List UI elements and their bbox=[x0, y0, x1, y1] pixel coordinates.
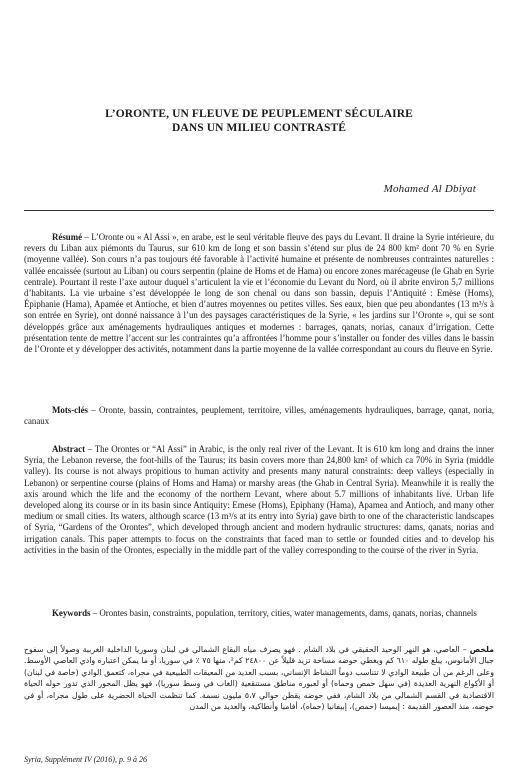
header-divider bbox=[24, 210, 494, 211]
keywords-label: Keywords bbox=[52, 608, 91, 618]
article-title bbox=[60, 107, 458, 135]
mots-cles-paragraph bbox=[24, 405, 494, 427]
article-title-line-2: DANS UN MILIEU CONTRASTÉ bbox=[172, 122, 346, 134]
keywords-paragraph bbox=[24, 608, 494, 619]
resume-text: – L’Oronte ou « Al Assi », en arabe, est le seul véritable fleuve des pays du Levant. Il draine la Syrie intérieure, du revers du Liban aux piémonts du Taurus, sur 610 km de long et son bassin s’étend sur plus de 24 800 km² dont 70 % en Syrie (moyenne vallée). Son cours n’a pas toujours été favorable à l’activité humaine et présente de nombreuses contraintes naturelles : vallée encaissée (surtout au Liban) ou cours serpentin (plaine de Homs et de Hama) ou encore zones marécageuse (le Ghab en Syrie centrale). Pourtant il reste l’axe autour duquel s’articulent la vie et l’économie du Levant du Nord, où il abrite environ 5,7 millions d’habitants. La vie urbaine s’est développée le long de son chenal ou dans son bassin, depuis l’Antiquité : Emèse (Homs), Épiphanie (Hama), Apamée et Antioche, et bien d’autres moyennes ou petites villes. Ses eaux, bien que peu abondantes (13 m³/s à son entrée en Syrie), ont donné naissance à l’un des paysages caractéristiques de la Syrie, « les jardins sur l’Oronte », qui se sont développés grâce aux aménagements hydrauliques antiques et modernes : barrages, qanats, norias, canaux d’irrigation. Cette présentation tente de mettre l’accent sur les contraintes qu’a affrontées l’homme pour s’installer ou fonder des villes dans le bassin de l’Oronte et y développer des activités, notamment dans la partie moyenne de la vallée correspondant au cours du fleuve en Syrie. bbox=[24, 232, 494, 355]
mots-cles-label: Mots-clés bbox=[52, 405, 88, 415]
resume-paragraph bbox=[24, 232, 494, 355]
article-title-line-1: L’ORONTE, UN FLEUVE DE PEUPLEMENT SÉCULAIRE bbox=[105, 108, 413, 120]
abstract-label: Abstract bbox=[52, 444, 86, 454]
abstract-text: – The Orontes or “Al Assi” in Arabic, is the only real river of the Levant. It is 610 km long and drains the inner Syria, the Lebanon reverse, the foot-hills of the Taurus; its basin covers more than 24,800 km² of which ca 70% in Syria (middle valley). Its course is not always propitious to human activity and presents many natural constraints: deep valleys (especially in Lebanon) or serpentine course (plains of Homs and Hama) or marshy areas (the Ghab in Central Syria). Meanwhile it is really the axis around which the life and the economy of the northern Levant, where about 5.7 millions of inhabitants live. Urban life developed along its course or in its basin since Antiquity: Emese (Homs), Epiphany (Hama), Apamea and Antioch, and many other medium or small cities. Its waters, although scarce (13 m³/s at its entry into Syria) gave birth to one of the characteristic landscapes of Syria, “Gardens of the Orontes”, which developed through ancient and modern hydraulic structures: dams, qanats, norias and irrigation canals. This paper attempts to focus on the constraints that faced man to settle or founded cities and to develop his activities in the basin of the Orontes, especially in the middle part of the valley corresponding to the course of the river in Syria. bbox=[24, 444, 494, 555]
arabic-summary-text: – العاصي، هو النهر الوحيد الحقيقي في بلاد الشام . فهو يصرف مياه البقاع الشمالي في لبنان وسوريا الداخلية الغربية وصولاً إلى سفوح جبال الأمانوس، يبلغ طوله ٦١٠ كم ويغطي حوضه مساحة تزيد قليلاً عن ٢٤٨٠٠ كم²، منها ٧٥ ٪ في سوريا، أو ما يمكن اعتباره وادي العاصي الأوسط. وعلى الرغم من أن طبيعة الوادي لا تتناسب دوماً النشاط الإنساني، بسبب العديد من المعيقات الطبيعية في مجراه، كتعمق الوادي (خاصة في لبنان) أو الأكواع النهرية العديدة (في سهل حمص وحماه) أو لعبوره مناطق مستنقعية (الغاب في وسط سوريا)، فهو يظل المحور الذي تدور حوله الحياة الاقتصادية في القسم الشمالي من بلاد الشام، ففي حوضه يقطن حوالي ٥،٧ مليون نسمة. كما تنظمت الحياة الحضرية على طول مجراه، أو في حوضه، منذ العصور القديمة : إيميسا (حمص)، إبيفانيا (حماه)، أفاميا وأنطاكية، والعديد من المدن bbox=[24, 645, 494, 712]
author-name: Mohamed Al Dbiyat bbox=[383, 183, 476, 195]
journal-citation: Syria, Supplément IV (2016), p. 9 à 26 bbox=[24, 755, 147, 764]
mots-cles-text: – Oronte, bassin, contraintes, peuplement, territoire, villes, aménagements hydrauliques, barrage, qanat, noria, canaux bbox=[24, 405, 494, 427]
keywords-text: – Orontes basin, constraints, population, territory, cities, water managements, dams, qanats, norias, channels bbox=[90, 608, 477, 618]
abstract-paragraph bbox=[24, 444, 494, 556]
resume-label: Résumé bbox=[52, 232, 83, 242]
arabic-summary-paragraph bbox=[24, 644, 494, 712]
arabic-summary-label: ملخص bbox=[469, 645, 494, 654]
